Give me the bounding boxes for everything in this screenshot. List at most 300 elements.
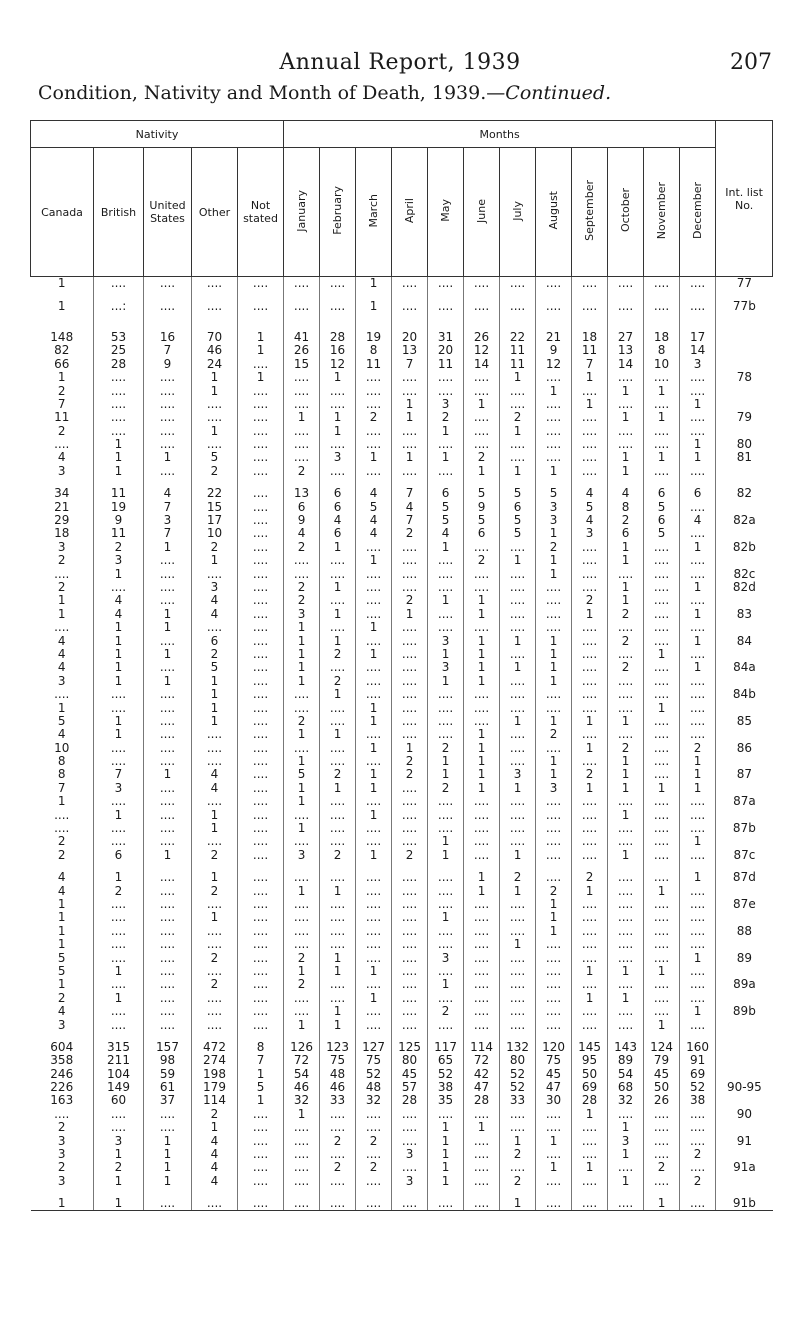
table-cell: .... (644, 299, 680, 312)
table-cell: 12 (536, 358, 572, 371)
table-cell: .... (392, 688, 428, 701)
table-cell: .... (644, 581, 680, 594)
table-cell: 114 (192, 1094, 238, 1107)
table-cell: 20 (428, 344, 464, 357)
table-cell (356, 1032, 392, 1041)
table-cell: 2 (464, 451, 500, 464)
table-cell: 2 (572, 768, 608, 781)
table-cell: 11 (54, 411, 70, 425)
table-cell (356, 478, 392, 487)
table-cell: .... (238, 992, 284, 1005)
table-cell: 2 (284, 541, 320, 554)
table-cell: .... (608, 1197, 644, 1211)
table-cell: .... (464, 277, 500, 291)
table-cell (192, 313, 238, 322)
table-row (31, 925, 773, 938)
table-cell: 1 (608, 755, 644, 768)
table-cell: .... (320, 755, 356, 768)
table-cell (716, 675, 773, 688)
table-cell: .... (500, 541, 536, 554)
table-cell (536, 862, 572, 871)
table-cell: .... (680, 621, 716, 634)
table-cell: 1 (644, 384, 680, 397)
table-cell (680, 1032, 716, 1041)
table-cell: 1 (192, 808, 238, 821)
table-cell: .... (644, 728, 680, 741)
table-cell: 1 (608, 768, 644, 781)
table-cell: 35 (428, 1094, 464, 1107)
table-cell: 6 (500, 500, 536, 513)
table-cell: 21 (536, 331, 572, 344)
table-cell: .... (464, 938, 500, 951)
table-cell: .... (356, 951, 392, 964)
table-cell (644, 313, 680, 322)
table-cell: 1 (94, 634, 144, 647)
table-cell: .... (392, 648, 428, 661)
table-cell: .... (94, 925, 144, 938)
table-cell: .... (356, 898, 392, 911)
table-cell: 1 (536, 648, 572, 661)
table-cell: .... (320, 1148, 356, 1161)
table-cell: .... (680, 728, 716, 741)
table-cell: .... (320, 554, 356, 567)
table-cell (392, 1188, 428, 1197)
table-cell: .... (680, 1134, 716, 1147)
table-cell: .... (392, 567, 428, 580)
table-cell: 47 (464, 1081, 500, 1094)
table-cell: .... (356, 1148, 392, 1161)
table-cell: 12 (464, 344, 500, 357)
table-cell: 1 (144, 1148, 192, 1161)
table-cell: .... (644, 925, 680, 938)
table-cell: .... (572, 1197, 608, 1211)
table-cell: 1 (238, 331, 284, 344)
table-cell: .... (320, 398, 356, 411)
table-cell: 1 (356, 742, 392, 755)
table-cell: .... (572, 675, 608, 688)
table-cell (144, 322, 192, 331)
table-cell: 1 (284, 621, 320, 634)
table-cell: 3 (536, 782, 572, 795)
table-cell: 1 (680, 755, 716, 768)
table-cell: .... (500, 299, 536, 312)
column-header (392, 148, 428, 277)
table-cell: 12 (320, 358, 356, 371)
table-cell: .... (144, 277, 192, 291)
table-cell: .... (464, 567, 500, 580)
table-cell: 1 (356, 621, 392, 634)
table-cell (284, 322, 320, 331)
table-cell: 1 (608, 992, 644, 1005)
table-cell: 117 (428, 1041, 464, 1054)
table-row (31, 322, 773, 331)
table-cell: 1 (536, 634, 572, 647)
table-cell: .... (238, 384, 284, 397)
table-cell: .... (238, 500, 284, 513)
table-cell (192, 290, 238, 299)
table-cell: .... (392, 1108, 428, 1121)
table-cell: 8 (57, 754, 66, 769)
table-cell: 6 (644, 514, 680, 527)
table-cell: .... (284, 1175, 320, 1188)
table-cell (716, 808, 773, 821)
table-cell: 1 (144, 648, 192, 661)
table-cell: .... (144, 808, 192, 821)
table-cell: .... (572, 581, 608, 594)
table-cell: .... (238, 911, 284, 924)
table-cell: .... (392, 728, 428, 741)
table-cell: .... (238, 277, 284, 291)
table-cell: 1 (392, 608, 428, 621)
table-cell: .... (144, 728, 192, 741)
table-cell: .... (464, 911, 500, 924)
table-cell: .... (500, 384, 536, 397)
table-cell: 4 (57, 1004, 66, 1019)
table-cell: 38 (680, 1094, 716, 1107)
table-cell: 22 (192, 487, 238, 500)
table-cell (644, 1032, 680, 1041)
table-cell: 33 (500, 1094, 536, 1107)
table-cell: .... (94, 371, 144, 384)
table-cell: .... (238, 871, 284, 884)
table-cell: 1 (320, 951, 356, 964)
table-cell: 1 (192, 688, 238, 701)
table-cell: .... (464, 1005, 500, 1018)
table-cell: .... (644, 992, 680, 1005)
table-row (31, 465, 773, 478)
table-cell: .... (500, 898, 536, 911)
table-cell: 19 (356, 331, 392, 344)
table-cell: 1 (356, 715, 392, 728)
table-row (31, 1148, 773, 1161)
table-cell: .... (192, 1005, 238, 1018)
table-cell: .... (238, 648, 284, 661)
table-cell: .... (284, 898, 320, 911)
table-cell: 1 (428, 451, 464, 464)
table-cell: 3 (57, 1134, 66, 1148)
table-cell: 1 (428, 675, 464, 688)
table-cell: 1 (356, 992, 392, 1005)
table-cell: 5 (238, 1081, 284, 1094)
table-cell: 52 (680, 1081, 716, 1094)
table-row (31, 384, 773, 397)
table-cell: .... (392, 541, 428, 554)
table-cell (716, 290, 773, 299)
table-cell: .... (644, 608, 680, 621)
table-cell: .... (572, 849, 608, 862)
table-cell: 1 (238, 371, 284, 384)
table-cell: 11 (356, 358, 392, 371)
table-row (31, 1054, 773, 1067)
table-cell: .... (238, 594, 284, 607)
table-cell: .... (608, 728, 644, 741)
table-cell: .... (356, 1005, 392, 1018)
table-cell: .... (356, 581, 392, 594)
table-cell: 5 (57, 964, 66, 978)
table-cell: 16 (320, 344, 356, 357)
table-cell: .... (144, 1108, 192, 1121)
table-cell: 7 (392, 487, 428, 500)
table-cell (536, 1188, 572, 1197)
table-cell: .... (392, 1161, 428, 1174)
table-cell: .... (680, 675, 716, 688)
table-cell: .... (192, 438, 238, 451)
table-cell: 28 (572, 1094, 608, 1107)
table-cell: .... (536, 978, 572, 991)
table-cell: .... (192, 411, 238, 424)
table-cell: .... (238, 1005, 284, 1018)
table-cell: 1 (680, 541, 716, 554)
table-cell: .... (144, 898, 192, 911)
table-cell: 1 (320, 608, 356, 621)
table-cell: 28 (392, 1094, 428, 1107)
table-cell: 33 (320, 1094, 356, 1107)
table-row (31, 938, 773, 951)
table-cell: 3 (680, 358, 716, 371)
table-cell: .... (428, 822, 464, 835)
table-cell (716, 1054, 773, 1067)
table-cell (716, 1148, 773, 1161)
table-cell: 4 (57, 884, 66, 898)
table-cell: .... (536, 1197, 572, 1211)
table-cell: 1 (500, 371, 536, 384)
table-cell: 11 (500, 344, 536, 357)
table-cell: 4 (192, 594, 238, 607)
table-cell: .... (428, 371, 464, 384)
table-cell: .... (608, 978, 644, 991)
table-cell: 1 (94, 871, 144, 884)
table-cell: 1 (320, 425, 356, 438)
table-cell: 79 (716, 411, 773, 424)
table-cell: .... (644, 1175, 680, 1188)
table-cell: .... (536, 438, 572, 451)
table-cell: .... (320, 871, 356, 884)
table-row (31, 1018, 773, 1031)
table-cell: 1 (464, 398, 500, 411)
table-cell: 84 (716, 634, 773, 647)
table-cell: .... (572, 567, 608, 580)
table-cell: 7 (144, 500, 192, 513)
column-header (644, 148, 680, 277)
table-cell: .... (536, 1005, 572, 1018)
table-cell: 6 (192, 634, 238, 647)
table-cell (94, 313, 144, 322)
table-cell (716, 398, 773, 411)
table-cell: .... (320, 661, 356, 674)
table-cell (716, 527, 773, 540)
table-cell: .... (192, 398, 238, 411)
table-cell: .... (608, 567, 644, 580)
table-cell: 28 (320, 331, 356, 344)
table-cell: 1 (644, 782, 680, 795)
table-cell: .... (320, 299, 356, 312)
table-cell: .... (54, 808, 70, 822)
table-cell: .... (356, 822, 392, 835)
table-cell: .... (284, 992, 320, 1005)
table-cell: 3 (392, 1175, 428, 1188)
table-cell: 89 (716, 951, 773, 964)
table-cell (94, 1188, 144, 1197)
table-cell: .... (284, 688, 320, 701)
table-cell: 13 (284, 487, 320, 500)
table-cell: 4 (144, 487, 192, 500)
table-cell: 143 (608, 1041, 644, 1054)
table-cell: 4 (192, 768, 238, 781)
table-cell: 1 (428, 849, 464, 862)
table-cell: .... (644, 1108, 680, 1121)
table-cell (572, 862, 608, 871)
months-group-header: Months (284, 121, 716, 148)
table-cell: 1 (572, 782, 608, 795)
table-cell (608, 313, 644, 322)
table-cell: .... (680, 594, 716, 607)
table-cell: .... (644, 742, 680, 755)
table-cell: .... (192, 1018, 238, 1031)
table-cell: 11 (428, 358, 464, 371)
table-cell: .... (680, 978, 716, 991)
table-cell (716, 322, 773, 331)
table-cell: .... (644, 898, 680, 911)
table-cell (716, 992, 773, 1005)
table-cell (31, 322, 94, 331)
table-cell: 3 (428, 398, 464, 411)
table-cell: 1 (536, 675, 572, 688)
table-cell: 1 (356, 554, 392, 567)
table-cell: 2 (572, 871, 608, 884)
column-header-label: June (475, 198, 489, 223)
table-cell: .... (144, 634, 192, 647)
table-cell: 1 (57, 978, 66, 992)
table-cell: 4 (57, 451, 66, 465)
table-cell (536, 1032, 572, 1041)
table-cell: 6 (320, 500, 356, 513)
table-cell: .... (608, 1161, 644, 1174)
table-cell: .... (464, 849, 500, 862)
table-cell: .... (392, 835, 428, 848)
table-cell: .... (144, 438, 192, 451)
table-cell: 2 (192, 884, 238, 897)
table-cell: 1 (284, 728, 320, 741)
table-cell: .... (644, 951, 680, 964)
table-cell: .... (238, 608, 284, 621)
table-cell (356, 322, 392, 331)
table-cell: .... (500, 742, 536, 755)
table-cell (716, 1067, 773, 1080)
table-cell: 17 (192, 514, 238, 527)
table-cell: 91 (716, 1134, 773, 1147)
table-cell: 66 (54, 357, 70, 371)
table-cell: 91 (680, 1054, 716, 1067)
table-cell: .... (392, 871, 428, 884)
table-cell: .... (392, 675, 428, 688)
table-cell: 5 (284, 768, 320, 781)
table-cell: .... (644, 835, 680, 848)
table-cell: 126 (284, 1041, 320, 1054)
table-cell: .... (572, 465, 608, 478)
column-header-label: July (511, 200, 525, 221)
table-cell: .... (680, 648, 716, 661)
table-cell: .... (392, 465, 428, 478)
table-cell: .... (572, 898, 608, 911)
table-cell (716, 728, 773, 741)
table-cell: 1 (94, 661, 144, 674)
table-cell: 5 (464, 487, 500, 500)
table-cell: 1 (94, 648, 144, 661)
table-cell: .... (392, 277, 428, 291)
table-cell: 1 (356, 701, 392, 714)
table-cell (144, 313, 192, 322)
table-cell (608, 290, 644, 299)
table-cell (464, 313, 500, 322)
table-cell: 5 (192, 451, 238, 464)
table-cell: 1 (464, 755, 500, 768)
table-cell: .... (536, 795, 572, 808)
table-cell: 2 (464, 554, 500, 567)
table-cell: 1 (392, 411, 428, 424)
table-cell: .... (392, 438, 428, 451)
table-cell: 4 (356, 487, 392, 500)
table-cell: 4 (57, 634, 66, 648)
table-cell: 2 (57, 848, 66, 862)
table-row (31, 594, 773, 607)
column-header (572, 148, 608, 277)
table-cell: .... (356, 978, 392, 991)
table-cell: 1 (238, 344, 284, 357)
table-row (31, 795, 773, 808)
table-cell: 75 (320, 1054, 356, 1067)
table-cell (238, 862, 284, 871)
table-cell: .... (144, 884, 192, 897)
table-cell: .... (536, 277, 572, 291)
table-cell: .... (500, 398, 536, 411)
table-cell: 1 (536, 911, 572, 924)
table-cell: .... (94, 425, 144, 438)
table-cell: .... (356, 634, 392, 647)
table-cell: .... (284, 451, 320, 464)
table-cell: 7 (238, 1054, 284, 1067)
table-cell (392, 290, 428, 299)
table-cell: 4 (608, 487, 644, 500)
table-cell: 1 (31, 1197, 94, 1211)
table-cell: .... (192, 992, 238, 1005)
table-cell: 1 (536, 465, 572, 478)
table-cell: .... (680, 925, 716, 938)
table-cell: 1 (284, 1108, 320, 1121)
table-cell: 21 (54, 500, 70, 514)
table-cell: 1 (94, 1197, 144, 1211)
table-cell: .... (284, 1148, 320, 1161)
table-cell: 1 (608, 554, 644, 567)
table-cell: 6 (284, 500, 320, 513)
table-cell: 18 (644, 331, 680, 344)
table-cell: .... (94, 822, 144, 835)
table-cell: 1 (284, 795, 320, 808)
table-cell: .... (572, 661, 608, 674)
table-cell (320, 313, 356, 322)
running-header (0, 50, 800, 80)
table-cell: 45 (392, 1067, 428, 1080)
table-cell: .... (428, 384, 464, 397)
table-cell: .... (608, 438, 644, 451)
table-cell (320, 862, 356, 871)
table-cell: 54 (284, 1067, 320, 1080)
table-cell (716, 1094, 773, 1107)
table-cell (680, 1188, 716, 1197)
table-cell: 52 (500, 1067, 536, 1080)
table-cell: .... (144, 835, 192, 848)
table-cell (716, 911, 773, 924)
table-cell: 1 (192, 425, 238, 438)
